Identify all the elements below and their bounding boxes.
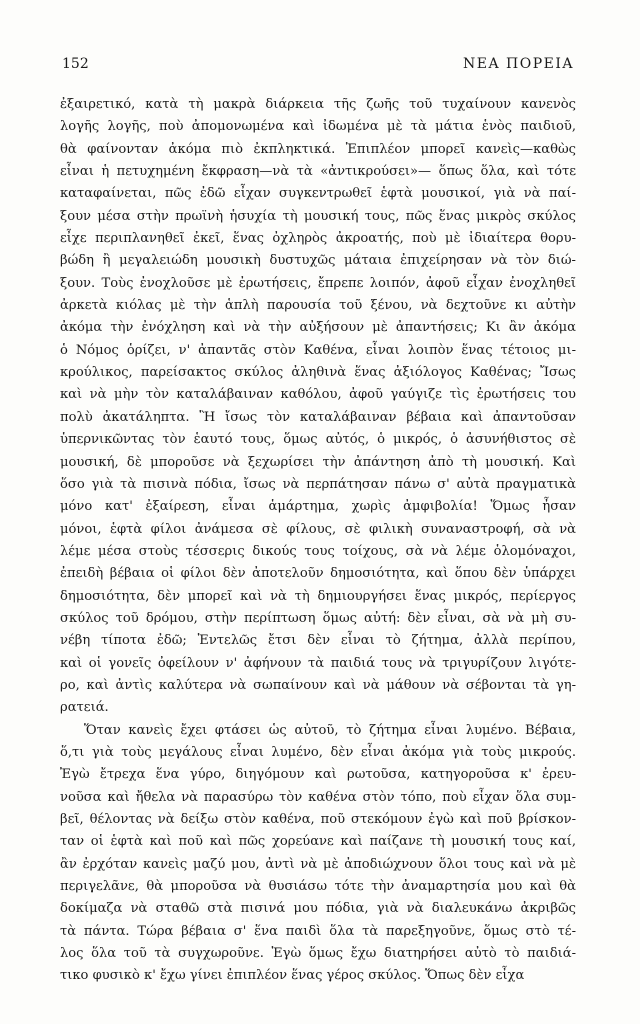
text-line: τικο φυσικὸ κ' ἔχω γίνει ἐπιπλέον ἕνας γέρος σκύλος. Ὅπως δὲν εἶχα: [60, 968, 525, 984]
text-line: ξουν μέσα στὴν πρωϊνὴ ἡσυχία τὴ μουσική τους, πῶς ἕνας μικρὸς σκύλος: [60, 208, 576, 224]
text-line: ἐπειδὴ βέβαια οἱ φίλοι δὲν ἀποτελοῦν δημοσιότητα, καὶ ὅπου δὲν ὑπάρχει: [60, 566, 576, 582]
text-line: ἀρκετὰ κιόλας μὲ τὴν ἁπλὴ παρουσία τοῦ ξένου, νὰ δεχτοῦνε κι αὐτὴν: [60, 298, 576, 314]
text-line: ρο, καὶ ἀντὶς καλύτερα νὰ σωπαίνουν καὶ νὰ μάθουν νὰ σέβονται τὰ γη-: [60, 677, 576, 693]
text-line: δημοσιότητα, δὲν μπορεῖ καὶ νὰ τὴ δημιουργήσει ἕνας μικρός, περίεργος: [60, 588, 576, 604]
paragraph: [60, 720, 576, 988]
text-line: δοκίμαζα νὰ σταθῶ στὰ πισινά μου πόδια, γιὰ νὰ διαλευκάνω ἀκριβῶς: [60, 901, 576, 917]
body-text: [60, 94, 576, 988]
paragraph: [60, 94, 576, 720]
text-line: πολὺ ἀκατάληπτα. Ἢ ἴσως τὸν καταλάβαιναν βέβαια καὶ ἀπαντοῦσαν: [60, 409, 576, 425]
text-line: ρατειά.: [60, 700, 109, 716]
text-line: μουσική, δὲ μποροῦσε νὰ ξεχωρίσει τὴν ἀπάντηση ἀπὸ τὴ μουσική. Καὶ: [60, 454, 576, 470]
text-line: ὑπερνικῶντας τὸν ἑαυτό τους, ὅμως αὐτός, ὁ μικρός, ὁ ἀσυνήθιστος σὲ: [60, 432, 576, 448]
text-line: λογῆς λογῆς, ποὺ ἀπομονωμένα καὶ ἰδωμένα μὲ τὰ μάτια ἑνὸς παιδιοῦ,: [60, 119, 576, 135]
text-line: λος ὅλα τοῦ τὰ συγχωροῦνε. Ἐγὼ ὅμως ἔχω διατηρήσει αὐτὸ τὸ παιδιά-: [60, 946, 576, 962]
text-line: ἐξαιρετικό, κατὰ τὴ μακρὰ διάρκεια τῆς ζωῆς τοῦ τυχαίνουν κανενὸς: [60, 97, 576, 112]
text-line: τὰ πάντα. Τώρα βέβαια σ' ἕνα παιδὶ ὅλα τὰ παρεξηγοῦνε, ὅμως στὸ τέ-: [60, 923, 576, 939]
text-line: καὶ νὰ μὴν τὸν καταλάβαιναν καθόλου, ἀφοῦ γαύγιζε τὶς ἐρωτήσεις του: [60, 387, 576, 403]
text-line: νέβη τίποτα ἐδῶ; Ἐντελῶς ἔτσι δὲν εἶναι τὸ ζήτημα, ἀλλὰ περίπου,: [60, 633, 576, 649]
text-line: περιγελᾶνε, θὰ μποροῦσα νὰ θυσιάσω τότε τὴν ἀναμαρτησία μου καὶ θὰ: [60, 879, 576, 895]
text-line: καὶ οἱ γονεῖς ὀφείλουν ν' ἀφήνουν τὰ παιδιά τους νὰ τριγυρίζουν λιγότε-: [60, 655, 576, 671]
page-number: 152: [62, 56, 89, 72]
text-line: ταν οἱ ἑφτὰ καὶ ποῦ καὶ πῶς χορεύανε καὶ παίζανε τὴ μουσική τους καί,: [60, 834, 576, 850]
text-line: ἂν ἐρχόταν κανεὶς μαζύ μου, ἀντὶ νὰ μὲ ἀποδιώχνουν ὅλοι τους καὶ νὰ μὲ: [60, 856, 576, 872]
text-line: μόνοι, ἑφτὰ φίλοι ἀνάμεσα σὲ φίλους, σὲ φιλικὴ συναναστροφή, σὰ νὰ: [60, 521, 576, 537]
text-line: κρούλικος, παρείσακτος σκύλος ἀληθινὰ ἕνας ἀξιόλογος Καθένας; Ἴσως: [60, 365, 576, 381]
text-line: εἶχε περιπλανηθεῖ ἐκεῖ, ἕνας ὀχληρὸς ἀκροατής, ποὺ μὲ ἰδιαίτερα θορυ-: [60, 231, 576, 247]
text-line: σκύλος τοῦ δρόμου, στὴν περίπτωση ὅμως αὐτή: δὲν εἶναι, σὰ νὰ μὴ συ-: [60, 610, 576, 626]
text-line: θὰ φαίνονταν ἀκόμα πιὸ ἐκπληκτικά. Ἐπιπλέον μπορεῖ κανεὶς—καθὼς: [60, 141, 576, 157]
text-line: ὅσο γιὰ τὰ πισινὰ πόδια, ἴσως νὰ περπάτησαν πάνω σ' αὐτὰ πραγματικὰ: [60, 476, 576, 492]
text-line: βώδη ἢ μεγαλειώδη μουσικὴ δυστυχῶς μάταια ἐπιχείρησαν νὰ τὸν διώ-: [60, 253, 576, 269]
text-line: ξουν. Τοὺς ἐνοχλοῦσε μὲ ἐρωτήσεις, ἔπρεπε λοιπόν, ἀφοῦ εἶχαν ἐνοχληθεῖ: [60, 275, 576, 291]
running-title: ΝΕΑ ΠΟΡΕΙΑ: [463, 56, 574, 72]
text-line: εἶναι ἡ πετυχημένη ἔκφραση—νὰ τὰ «ἀντικρούσει»— ὅπως ὅλα, καὶ τότε: [60, 164, 576, 180]
text-line: ὁ Νόμος ὁρίζει, ν' ἀπαντᾶς στὸν Καθένα, εἶναι λοιπὸν ἕνας τέτοιος μι-: [60, 342, 576, 358]
text-line: μόνο κατ' ἐξαίρεση, εἶναι ἁμάρτημα, χωρὶς ἀμφιβολία! Ὅμως ἦσαν: [60, 499, 576, 515]
text-line: νοῦσα καὶ ἤθελα νὰ παρασύρω τὸν καθένα στὸν τόπο, ποὺ εἶχαν ὅλα συμ-: [60, 789, 576, 805]
text-line: Ὅταν κανεὶς ἔχει φτάσει ὡς αὐτοῦ, τὸ ζήτημα εἶναι λυμένο. Βέβαια,: [84, 722, 576, 738]
text-line: ἀκόμα τὴν ἐνόχληση καὶ νὰ τὴν αὐξήσουν μὲ ἀπαντήσεις; Κι ἂν ἀκόμα: [60, 320, 576, 336]
text-line: βεῖ, θέλοντας νὰ δείξω στὸν καθένα, ποῦ στεκόμουν ἐγὼ καὶ ποῦ βρίσκον-: [60, 812, 576, 827]
text-line: ὅ,τι γιὰ τοὺς μεγάλους εἶναι λυμένο, δὲν εἶναι ἀκόμα γιὰ τοὺς μικρούς.: [60, 744, 576, 760]
text-line: Ἐγὼ ἔτρεχα ἕνα γύρο, διηγόμουν καὶ ρωτοῦσα, κατηγοροῦσα κ' ἐρευ-: [60, 767, 576, 783]
text-line: λέμε μέσα στοὺς τέσσερις δικούς τους τοίχους, σὰ νὰ λέμε ὁλομόναχοι,: [60, 543, 576, 559]
text-line: καταφαίνεται, πῶς ἐδῶ εἶχαν συγκεντρωθεῖ ἑφτὰ μουσικοί, γιὰ νὰ παί-: [60, 186, 576, 202]
page-header: [62, 56, 574, 76]
